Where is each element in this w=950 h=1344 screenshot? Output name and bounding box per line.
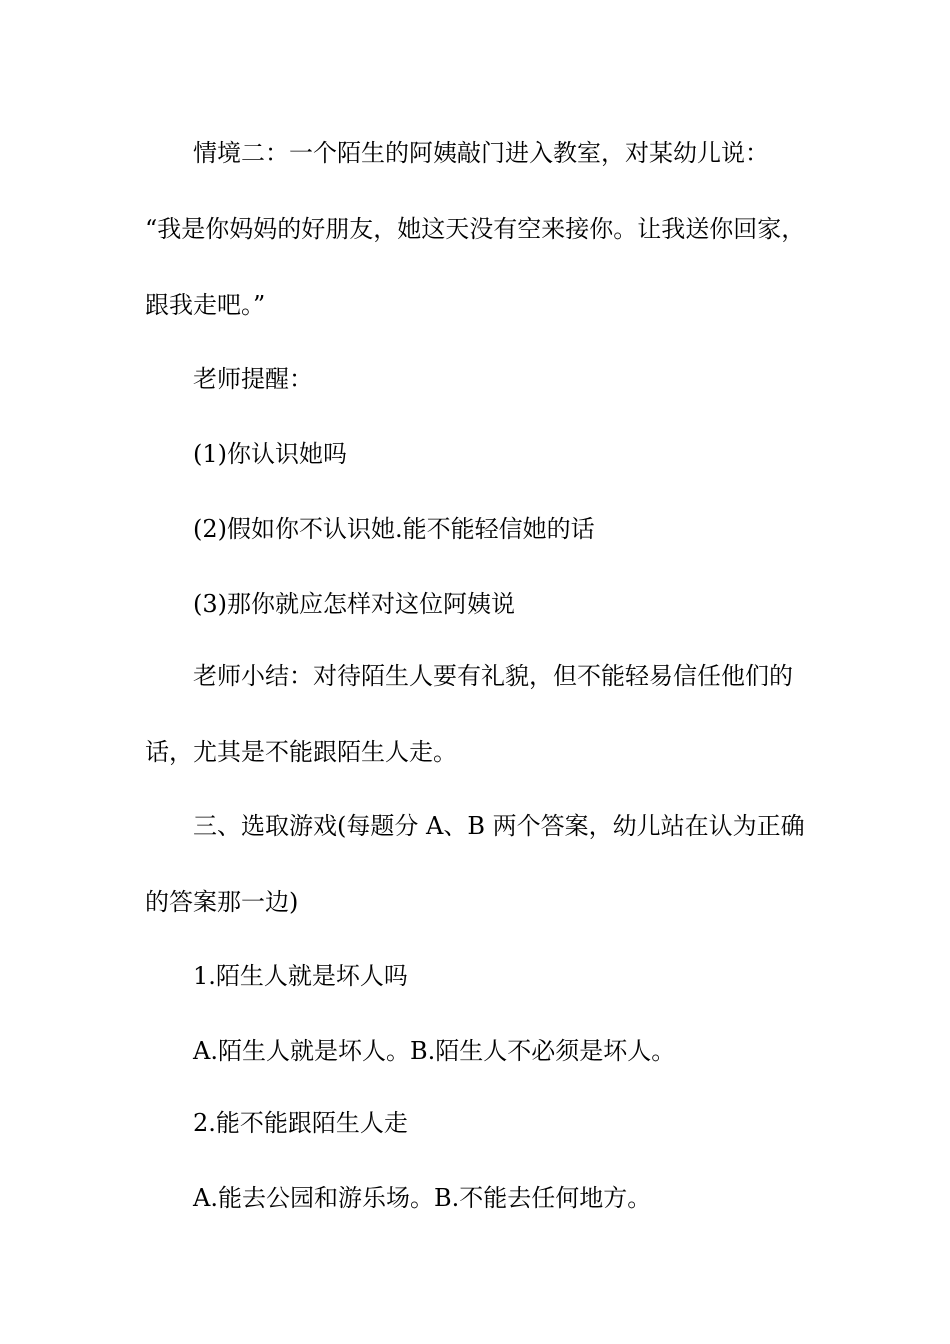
text-line: “我是你妈妈的好朋友，她这天没有空来接你。让我送你回家，: [145, 215, 806, 243]
text-line: 老师小结：对待陌生人要有礼貌，但不能轻易信任他们的: [193, 662, 793, 690]
paragraph-teacher-reminder: 老师提醒：: [193, 365, 313, 393]
paragraph-teacher-summary: [145, 638, 815, 790]
paragraph-question-2: (2)假如你不认识她.能不能轻信她的话: [193, 515, 595, 543]
paragraph-question-3: (3)那你就应怎样对这位阿姨说: [193, 590, 515, 618]
text-line: 三、选取游戏(每题分 A、B 两个答案，幼儿站在认为正确: [193, 812, 805, 840]
text-line: 跟我走吧。”: [145, 291, 266, 319]
paragraph-question-1: (1)你认识她吗: [193, 440, 347, 468]
paragraph-section-three: [145, 788, 815, 940]
text-line: 的答案那一边): [145, 888, 299, 916]
paragraph-item-2: 2.能不能跟陌生人走: [193, 1109, 408, 1137]
paragraph-item-1: 1.陌生人就是坏人吗: [193, 962, 408, 990]
text-line: 话，尤其是不能跟陌生人走。: [145, 738, 457, 766]
paragraph-item-2-options: A.能去公园和游乐场。B.不能去任何地方。: [193, 1184, 652, 1212]
text-line: 情境二：一个陌生的阿姨敲门进入教室，对某幼儿说：: [193, 139, 769, 167]
paragraph-item-1-options: A.陌生人就是坏人。B.陌生人不必须是坏人。: [193, 1037, 676, 1065]
paragraph-scenario-two: [145, 115, 815, 343]
